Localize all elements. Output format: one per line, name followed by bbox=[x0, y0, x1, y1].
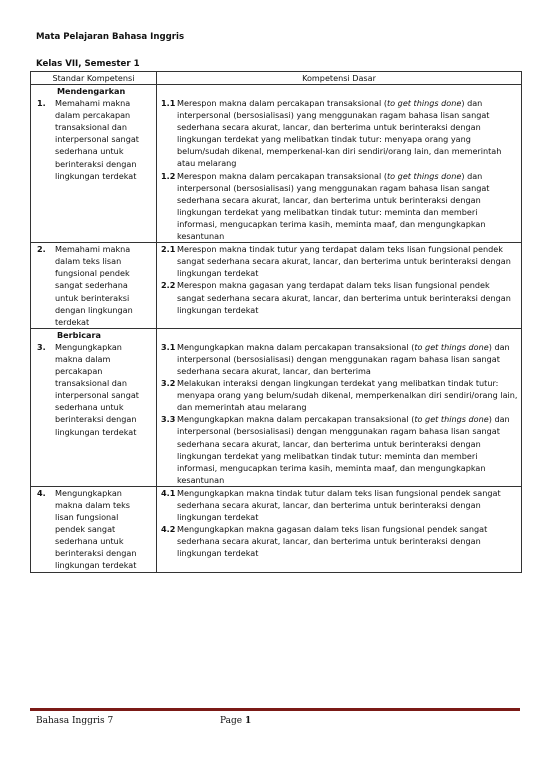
kd-text: Mengungkapkan makna tindak tutur dalam teks lisan fungsional pendek sangat sederhana secara akurat, lancar, dan berterima untuk berinteraksi dengan lingkungan terdekat bbox=[177, 487, 501, 523]
sk-text: Memahami makna dalam percakapan transaksional dan interpersonal sangat sederhana untuk berinteraksi dengan lingkungan terdekat bbox=[55, 98, 139, 181]
kd-number: 2.2 bbox=[161, 280, 176, 291]
kd-number: 3.2 bbox=[161, 378, 176, 389]
sk-item bbox=[31, 341, 156, 438]
kd-number: 1.2 bbox=[161, 170, 176, 181]
kd-number: 3.3 bbox=[161, 414, 176, 425]
page-header: Mata Pelajaran Bahasa Inggris bbox=[36, 32, 185, 42]
kd-item bbox=[161, 170, 519, 243]
kd-text: Mengungkapkan makna gagasan dalam teks lisan fungsional pendek sangat sederhana secara akurat, lancar, dan berterima untuk berinteraksi dengan lingkungan terdekat bbox=[177, 524, 488, 559]
kd-item bbox=[161, 97, 519, 170]
kd-text: Merespon makna dalam percakapan transaksional (to get things done) dan interpersonal (bersosialisasi) yang menggunakan ragam bahasa lisan sangat sederhana secara akurat, lancar, dan berterima untuk berinteraksi dengan lingkungan terdekat yang melibatkan tindak tutur: menyapa orang yang belum/sudah dikenal, memperkenal-kan diri sendiri/orang lain, dan memerintah atau melarang bbox=[177, 98, 502, 169]
kd-text: Mengungkapkan makna dalam percakapan transaksional (to get things done) dan interpersonal (bersosialisasi) dengan menggunakan ragam bahasa lisan sangat sederhana secara akurat, lancar, dan berterima untuk berinteraksi dengan lingkungan terdekat yang melibatkan tindak tutur: meminta dan memberi informasi, mengucapkan terima kasih, meminta maaf, dan mengungkapkan kesantunan bbox=[177, 414, 510, 485]
kd-item bbox=[161, 341, 519, 377]
kd-text: Merespon makna dalam percakapan transaksional (to get things done) dan interpersonal (bersosialisasi) yang menggunakan ragam bahasa lisan sangat sederhana secara akurat, lancar, dan berterima untuk berinteraksi dengan lingkungan terdekat yang melibatkan tindak tutur: meminta dan memberi informasi, mengucapkan terima kasih, meminta maaf, dan mengungkapkan kesantunan bbox=[177, 170, 490, 242]
kd-item bbox=[161, 523, 519, 559]
kd-text: Melakukan interaksi dengan lingkungan terdekat yang melibatkan tindak tutur: menyapa orang yang belum/sudah dikenal, memperkenalkan diri sendiri/orang lain, dan memerintah atau melarang bbox=[177, 378, 518, 413]
footer-title: Bahasa Inggris 7 bbox=[36, 716, 114, 726]
sk-number: 2. bbox=[37, 244, 46, 255]
sk-text: Memahami makna dalam teks lisan fungsional pendek sangat sederhana untuk berinteraksi dengan lingkungan terdekat bbox=[55, 244, 133, 327]
section-title: Mendengarkan bbox=[57, 86, 126, 96]
kd-item bbox=[161, 279, 519, 315]
kd-item bbox=[161, 487, 519, 523]
sk-item bbox=[31, 243, 156, 328]
sk-text: Mengungkapkan makna dalam percakapan transaksional dan interpersonal sangat sederhana untuk berinteraksi dengan lingkungan terdekat bbox=[55, 341, 139, 437]
kd-text: Mengungkapkan makna dalam percakapan transaksional (to get things done) dan interpersonal (bersosialisasi) dengan menggunakan ragam bahasa lisan sangat sederhana secara akurat, lancar, dan berterima bbox=[177, 341, 510, 376]
sk-item bbox=[31, 487, 156, 572]
kd-number: 2.1 bbox=[161, 244, 176, 255]
sk-text: Mengungkapkan makna dalam teks lisan fungsional pendek sangat sederhana untuk berinteraksi dengan lingkungan terdekat bbox=[55, 487, 137, 571]
table-row bbox=[31, 328, 522, 486]
kd-number: 4.2 bbox=[161, 524, 176, 535]
table-row bbox=[31, 243, 522, 329]
kd-number: 3.1 bbox=[161, 341, 176, 352]
competency-table bbox=[30, 71, 522, 573]
table-row bbox=[31, 486, 522, 572]
sk-number: 3. bbox=[37, 341, 46, 352]
column-header-kd: Kompetensi Dasar bbox=[157, 72, 522, 85]
kd-number: 1.1 bbox=[161, 98, 176, 108]
sk-number: 1. bbox=[37, 98, 46, 109]
table-row bbox=[31, 85, 522, 243]
column-header-sk: Standar Kompetensi bbox=[31, 72, 157, 85]
kd-number: 4.1 bbox=[161, 487, 176, 498]
class-semester-label: Kelas VII, Semester 1 bbox=[36, 59, 140, 69]
kd-text: Merespon makna tindak tutur yang terdapat dalam teks lisan fungsional pendek sangat sederhana secara akurat, lancar, dan berterima untuk berinteraksi dengan lingkungan terdekat bbox=[177, 244, 511, 279]
footer-rule bbox=[30, 708, 520, 711]
kd-text: Merespon makna gagasan yang terdapat dalam teks lisan fungsional pendek sangat sederhana secara akurat, lancar, dan berterima untuk berinteraksi dengan lingkungan terdekat bbox=[177, 280, 511, 315]
page-number: Page 1 bbox=[220, 716, 252, 726]
table-header-row bbox=[31, 72, 522, 85]
section-title: Berbicara bbox=[57, 329, 101, 340]
sk-item bbox=[31, 97, 156, 182]
kd-item bbox=[161, 377, 519, 413]
kd-item bbox=[161, 413, 519, 486]
kd-item bbox=[161, 243, 519, 279]
sk-number: 4. bbox=[37, 487, 46, 498]
